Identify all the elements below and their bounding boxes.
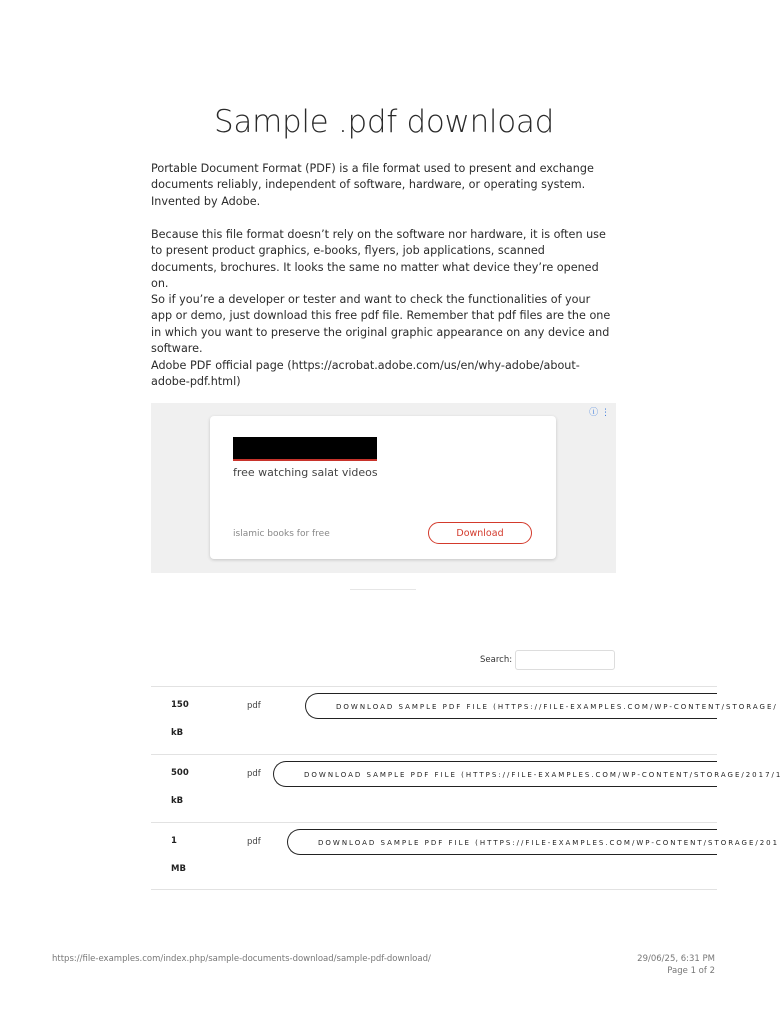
hardware-paragraph: Because this file format doesn’t rely on the software nor hardware, it is often use to present product graphics, e-books, flyers, job applications, scanned documents, brochures. It looks the same no matter what device they’re opened on. (151, 228, 606, 291)
ad-source-label: islamic books for free (233, 529, 330, 539)
page-title: Sample .pdf download (214, 104, 554, 140)
file-size-value: 500 (171, 768, 189, 778)
ad-banner (151, 403, 616, 573)
divider (350, 589, 416, 590)
download-file-button[interactable]: DOWNLOAD SAMPLE PDF FILE (HTTPS://FILE-EXAMPLES.COM/WP-CONTENT/STORAGE/ (305, 693, 717, 719)
footer-url: https://file-examples.com/index.php/sample-documents-download/sample-pdf-download/ (52, 954, 431, 964)
download-file-button[interactable]: DOWNLOAD SAMPLE PDF FILE (HTTPS://FILE-EXAMPLES.COM/WP-CONTENT/STORAGE/201 (287, 829, 717, 855)
table-divider (151, 686, 717, 687)
file-type-cell: pdf (247, 769, 261, 779)
ad-info-icon[interactable]: ⓘ ⋮ (589, 408, 610, 418)
file-type-cell: pdf (247, 837, 261, 847)
ad-logo-image (233, 437, 377, 461)
intro-paragraph: Portable Document Format (PDF) is a file format used to present and exchange documents reliably, independent of software, hardware, or operating system. Invented by Adobe. (151, 162, 594, 208)
table-divider (151, 754, 717, 755)
page-indicator: Page 1 of 2 (667, 965, 715, 976)
file-size-cell (171, 691, 201, 747)
footer-timestamp: 29/06/25, 6:31 PM (637, 954, 715, 964)
file-type-cell: pdf (247, 701, 261, 711)
developer-paragraph: So if you’re a developer or tester and want to check the functionalities of your app or demo, just download this free pdf file. Remember that pdf files are the one in which you want to preserve the original graphic appearance on any device and software. (151, 293, 611, 356)
ad-headline[interactable]: free watching salat videos (233, 466, 378, 479)
file-size-unit: MB (171, 864, 186, 874)
ad-card[interactable] (210, 416, 556, 559)
file-size-value: 1 (171, 836, 177, 846)
footer-meta (637, 954, 715, 977)
ad-download-button[interactable]: Download (428, 522, 532, 544)
file-size-unit: kB (171, 796, 184, 806)
table-divider (151, 889, 717, 890)
file-size-cell (171, 759, 201, 815)
search-label: Search: (480, 655, 513, 665)
file-size-unit: kB (171, 728, 184, 738)
file-size-cell (171, 827, 201, 883)
adobe-link-paragraph[interactable]: Adobe PDF official page (https://acrobat.adobe.com/us/en/why-adobe/about-adobe-pdf.html) (151, 359, 580, 389)
search-input[interactable] (515, 650, 615, 670)
file-size-value: 150 (171, 700, 189, 710)
table-divider (151, 822, 717, 823)
download-file-button[interactable]: DOWNLOAD SAMPLE PDF FILE (HTTPS://FILE-EXAMPLES.COM/WP-CONTENT/STORAGE/2017/1 (273, 761, 717, 787)
